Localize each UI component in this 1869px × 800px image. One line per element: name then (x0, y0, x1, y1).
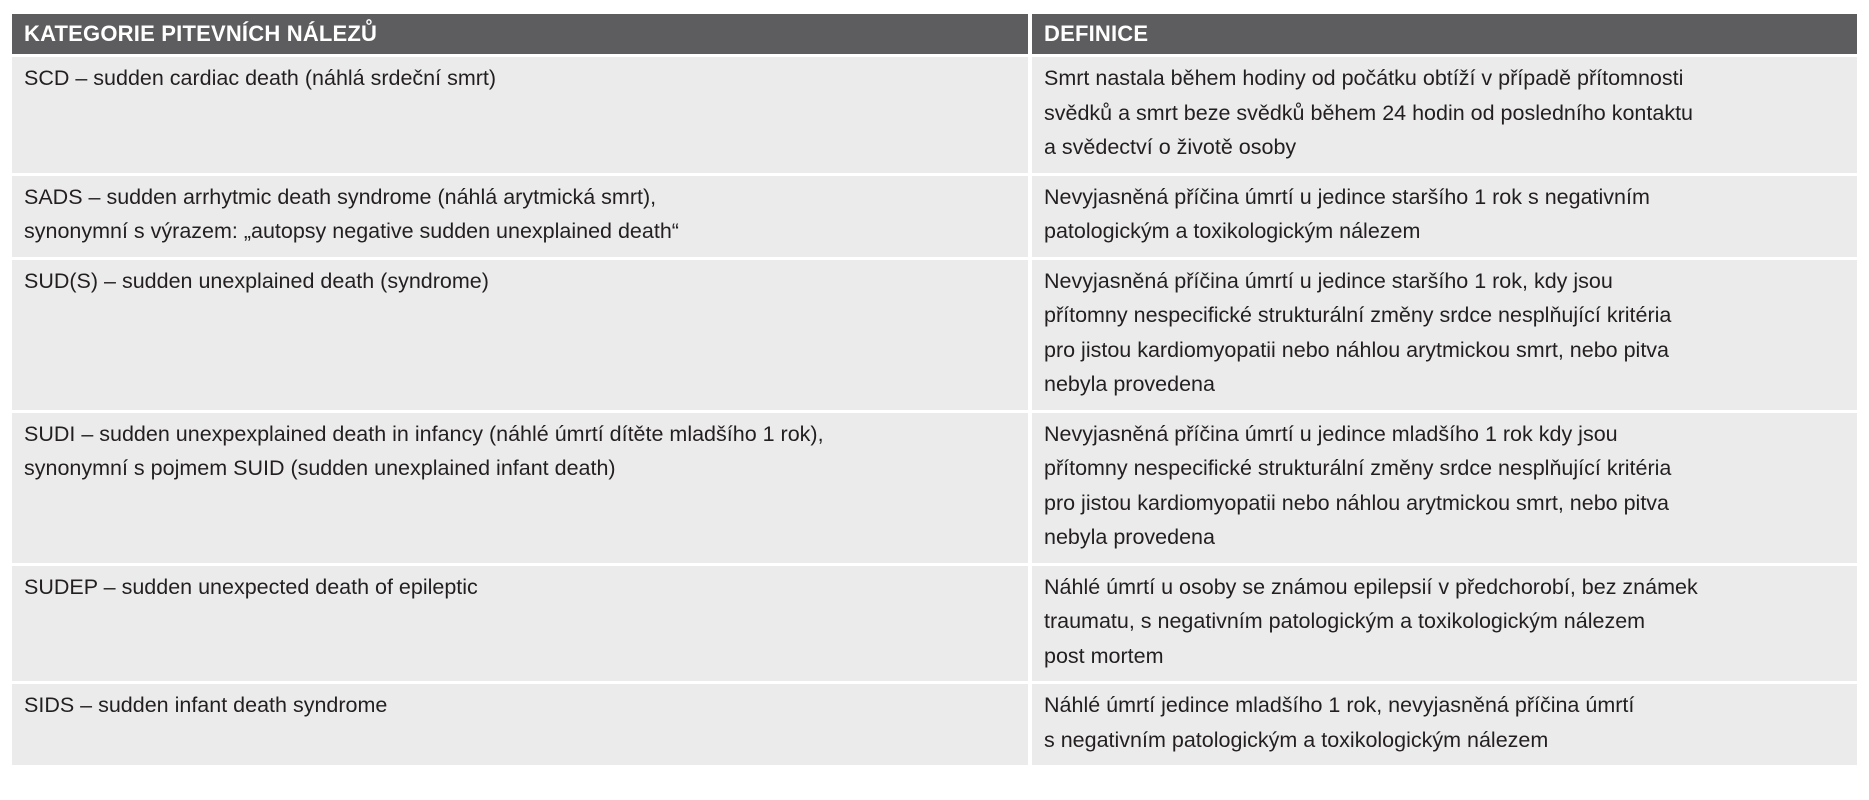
definition-line: Nevyjasněná příčina úmrtí u jedince staršího 1 rok, kdy jsou (1044, 268, 1613, 293)
definition-line: a svědectví o životě osoby (1044, 135, 1297, 159)
definition-line: patologickým a toxikologickým nálezem (1044, 219, 1421, 243)
definition-line: Nevyjasněná příčina úmrtí u jedince staršího 1 rok s negativním (1044, 184, 1650, 209)
definition-line: přítomny nespecifické strukturální změny srdce nesplňující kritéria (1044, 303, 1672, 327)
definition-cell (1030, 564, 1857, 683)
table-row (12, 564, 1857, 683)
table-row (12, 174, 1857, 258)
header-row (12, 14, 1857, 56)
definition-line: nebyla provedena (1044, 372, 1215, 396)
definition-line: s negativním patologickým a toxikologickým nálezem (1044, 727, 1549, 752)
definition-cell (1030, 683, 1857, 766)
category-cell (12, 411, 1030, 564)
definition-line: Náhlé úmrtí u osoby se známou epilepsií v předchorobí, bez známek (1044, 574, 1698, 599)
category-cell (12, 56, 1030, 175)
category-cell (12, 174, 1030, 258)
table-row (12, 683, 1857, 766)
category-cell (12, 258, 1030, 411)
definition-line: Náhlé úmrtí jedince mladšího 1 rok, nevyjasněná příčina úmrtí (1044, 693, 1635, 717)
definition-cell (1030, 258, 1857, 411)
definition-line: Smrt nastala během hodiny od počátku obtíží v případě přítomnosti (1044, 66, 1684, 90)
table-row (12, 411, 1857, 564)
definitions-table-container (12, 14, 1857, 765)
definition-line: Nevyjasněná příčina úmrtí u jedince mladšího 1 rok kdy jsou (1044, 421, 1618, 446)
definition-line: svědků a smrt beze svědků během 24 hodin od posledního kontaktu (1044, 100, 1693, 125)
category-line: SUDEP – sudden unexpected death of epileptic (24, 574, 478, 599)
definition-line: post mortem (1044, 643, 1164, 668)
category-line: SADS – sudden arrhytmic death syndrome (náhlá arytmická smrt), (24, 184, 657, 209)
definitions-table (12, 14, 1857, 765)
definition-line: traumatu, s negativním patologickým a toxikologickým nálezem (1044, 609, 1646, 633)
category-line: synonymní s výrazem: „autopsy negative sudden unexplained death“ (24, 219, 679, 243)
category-line: synonymní s pojmem SUID (sudden unexplained infant death) (24, 456, 616, 480)
category-line: SUD(S) – sudden unexplained death (syndrome) (24, 268, 489, 293)
category-cell (12, 564, 1030, 683)
header-category: KATEGORIE PITEVNÍCH NÁLEZŮ (12, 14, 1030, 56)
category-cell (12, 683, 1030, 766)
definition-cell (1030, 174, 1857, 258)
header-definition: DEFINICE (1030, 14, 1857, 56)
definition-cell (1030, 56, 1857, 175)
definition-line: nebyla provedena (1044, 525, 1215, 549)
table-row (12, 258, 1857, 411)
definition-line: přítomny nespecifické strukturální změny srdce nesplňující kritéria (1044, 456, 1672, 480)
definition-line: pro jistou kardiomyopatii nebo náhlou arytmickou smrt, nebo pitva (1044, 490, 1670, 515)
category-line: SCD – sudden cardiac death (náhlá srdeční smrt) (24, 66, 497, 90)
definition-cell (1030, 411, 1857, 564)
table-row (12, 56, 1857, 175)
table-header (12, 14, 1857, 56)
table-body (12, 56, 1857, 766)
category-line: SIDS – sudden infant death syndrome (24, 693, 388, 717)
definition-line: pro jistou kardiomyopatii nebo náhlou arytmickou smrt, nebo pitva (1044, 337, 1670, 362)
category-line: SUDI – sudden unexpexplained death in infancy (náhlé úmrtí dítěte mladšího 1 rok), (24, 421, 824, 446)
